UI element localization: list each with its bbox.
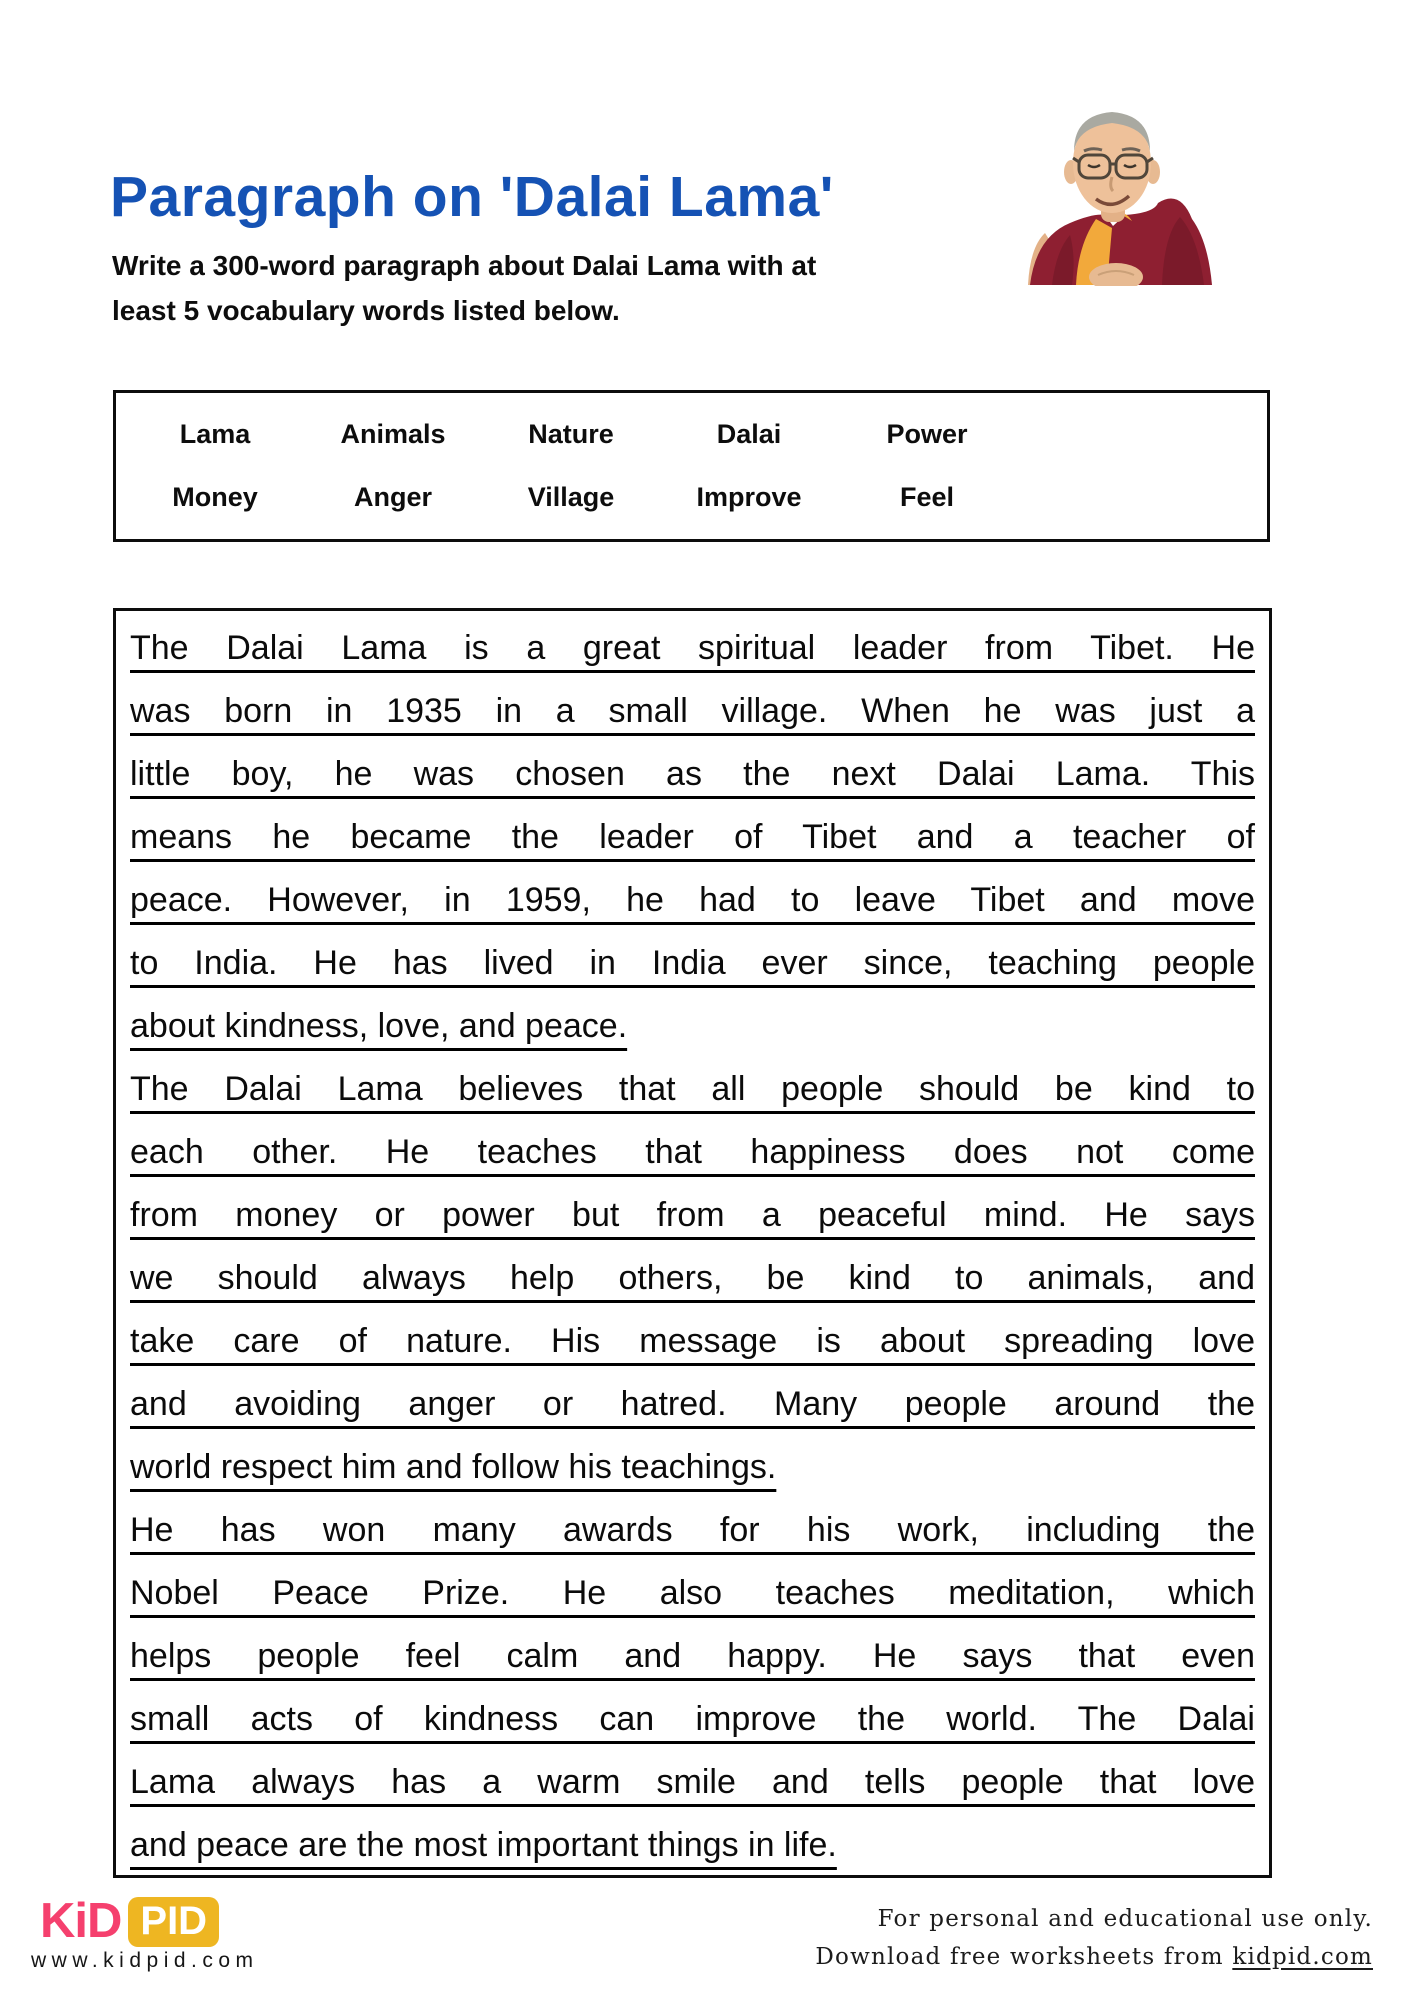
essay-line: about kindness, love, and peace. bbox=[130, 1007, 628, 1045]
essay-line: from money or power but from a peaceful mind. He says bbox=[130, 1196, 1255, 1234]
essay-line: take care of nature. His message is about spreading love bbox=[130, 1322, 1255, 1360]
instructions-line-2: least 5 vocabulary words listed below. bbox=[112, 295, 620, 326]
kidpid-logo-pid-badge: PID bbox=[128, 1897, 219, 1947]
essay-line: was born in 1935 in a small village. When he was just a bbox=[130, 692, 1255, 730]
kidpid-link[interactable]: kidpid.com bbox=[1232, 1944, 1373, 1970]
essay-line: we should always help others, be kind to animals, and bbox=[130, 1259, 1255, 1297]
vocab-word: Money bbox=[172, 482, 258, 512]
essay-line: each other. He teaches that happiness does not come bbox=[130, 1133, 1255, 1171]
usage-note-line-1: For personal and educational use only. bbox=[877, 1906, 1373, 1932]
essay-line: to India. He has lived in India ever since, teaching people bbox=[130, 944, 1255, 982]
vocab-word: Nature bbox=[528, 419, 614, 449]
essay-text bbox=[130, 617, 1255, 1877]
vocab-word: Anger bbox=[353, 482, 432, 512]
instructions-text bbox=[112, 243, 816, 333]
essay-line: Nobel Peace Prize. He also teaches meditation, which bbox=[130, 1574, 1255, 1612]
essay-paragraph bbox=[130, 617, 1255, 1058]
usage-note-line-2 bbox=[815, 1944, 1373, 1970]
vocab-word: Animals bbox=[340, 419, 446, 449]
essay-paragraph bbox=[130, 1058, 1255, 1499]
essay-line: means he became the leader of Tibet and a teacher of bbox=[130, 818, 1255, 856]
essay-line: little boy, he was chosen as the next Dalai Lama. This bbox=[130, 755, 1255, 793]
essay-box bbox=[113, 608, 1272, 1878]
vocab-word: Dalai bbox=[716, 419, 782, 449]
essay-paragraph bbox=[130, 1499, 1255, 1877]
vocabulary-box bbox=[113, 390, 1270, 542]
kidpid-website-text: www.kidpid.com bbox=[31, 1949, 259, 1972]
essay-line: He has won many awards for his work, including the bbox=[130, 1511, 1255, 1549]
essay-line: and peace are the most important things in life. bbox=[130, 1826, 837, 1864]
vocab-word: Improve bbox=[696, 482, 802, 512]
essay-line: The Dalai Lama is a great spiritual leader from Tibet. He bbox=[130, 629, 1255, 667]
vocabulary-grid bbox=[116, 393, 1267, 525]
usage-note-line-2-text: Download free worksheets from bbox=[815, 1944, 1233, 1970]
vocab-word: Power bbox=[886, 419, 968, 449]
instructions-line-1: Write a 300-word paragraph about Dalai Lama with at bbox=[112, 250, 817, 281]
vocab-word: Feel bbox=[899, 482, 955, 512]
page-title: Paragraph on 'Dalai Lama' bbox=[110, 165, 834, 230]
essay-line: peace. However, in 1959, he had to leave Tibet and move bbox=[130, 881, 1255, 919]
essay-line: world respect him and follow his teachings. bbox=[130, 1448, 777, 1486]
kidpid-logo bbox=[40, 1893, 219, 1949]
usage-note bbox=[815, 1900, 1373, 1976]
essay-line: Lama always has a warm smile and tells people that love bbox=[130, 1763, 1255, 1801]
essay-line: small acts of kindness can improve the world. The Dalai bbox=[130, 1700, 1255, 1738]
kidpid-logo-kid: KiD bbox=[40, 1894, 122, 1948]
dalai-lama-photo bbox=[1012, 84, 1232, 286]
essay-line: The Dalai Lama believes that all people should be kind to bbox=[130, 1070, 1255, 1108]
vocab-word: Lama bbox=[179, 419, 251, 449]
essay-line: helps people feel calm and happy. He says that even bbox=[130, 1637, 1255, 1675]
essay-line: and avoiding anger or hatred. Many people around the bbox=[130, 1385, 1255, 1423]
vocab-word: Village bbox=[527, 482, 615, 512]
